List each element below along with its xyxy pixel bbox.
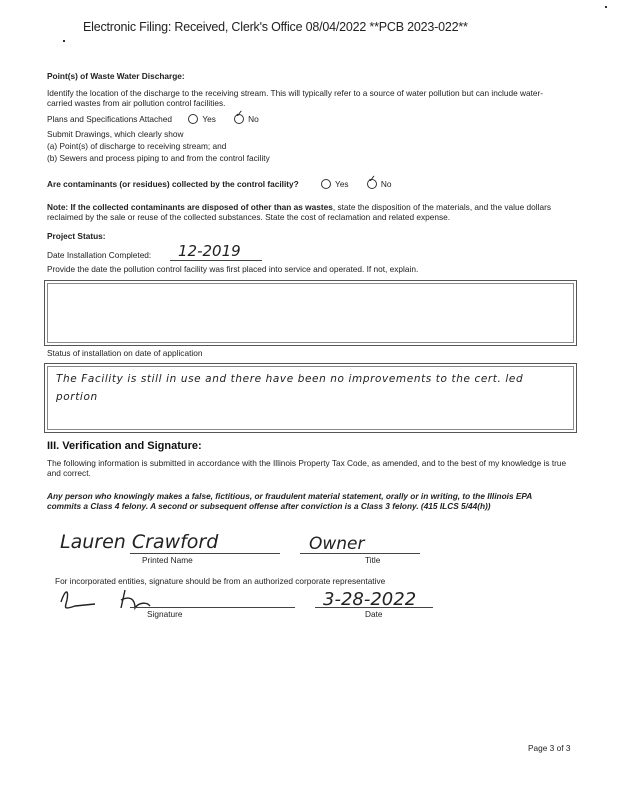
title-label: Title [365, 555, 381, 565]
discharge-title: Point(s) of Waste Water Discharge: [47, 71, 185, 81]
plans-question [47, 114, 259, 124]
signature-date-line [315, 607, 433, 608]
contaminants-note [47, 202, 567, 222]
explanation-box[interactable] [47, 283, 574, 343]
note-rest: , state the disposition of the materials, and the value dollars reclaimed by the sale or reuse of the collected substances. State the cost of reclamation and related expense. [47, 202, 551, 222]
corporate-note: For incorporated entities, signature should be from an authorized corporate representative [55, 576, 386, 586]
contaminants-question: Are contaminants (or residues) collected by the control facility? [47, 179, 299, 189]
drawing-item-b: (b) Sewers and process piping to and from the control facility [47, 153, 270, 163]
signature-date-value[interactable]: 3-28-2022 [323, 589, 417, 610]
verification-title: III. Verification and Signature: [47, 440, 202, 452]
contaminants-question-row [47, 179, 392, 189]
felony-warning: Any person who knowingly makes a false, fictitious, or fraudulent material statement, orally or in writing, to the Illinois EPA commits a Class 4 felony. A second or subsequent offense after conviction is a Class 3 felony. (415 ILCS 5/44(h)) [47, 491, 532, 511]
scan-dot [63, 40, 65, 42]
contaminants-yes-label: Yes [335, 179, 349, 189]
project-status-title: Project Status: [47, 231, 106, 241]
scan-dot [605, 6, 607, 8]
printed-name-line [130, 553, 280, 554]
title-value[interactable]: Owner [309, 534, 365, 554]
verification-intro: The following information is submitted in accordance with the Illinois Property Tax Code, as amended, and to the best of my knowledge is true and correct. [47, 458, 567, 478]
plans-label: Plans and Specifications Attached [47, 114, 172, 124]
signature-line [130, 607, 295, 608]
plans-no-label: No [248, 114, 259, 124]
title-line [300, 553, 420, 554]
plans-yes-radio[interactable] [188, 114, 198, 124]
date-underline [170, 260, 262, 261]
contaminants-no-radio[interactable] [367, 179, 377, 189]
printed-name-label: Printed Name [142, 555, 193, 565]
drawing-item-a: (a) Point(s) of discharge to receiving stream; and [47, 141, 227, 151]
status-label: Status of installation on date of application [47, 348, 203, 358]
discharge-description: Identify the location of the discharge to the receiving stream. This will typically refer to a source of water pollution but can include water-carried wastes from air pollution control facilities. [47, 88, 544, 108]
filing-stamp: Electronic Filing: Received, Clerk's Office 08/04/2022 **PCB 2023-022** [83, 20, 468, 34]
page-number: Page 3 of 3 [528, 743, 571, 753]
contaminants-yes-radio[interactable] [321, 179, 331, 189]
status-handwritten: The Facility is still in use and there have been no improvements to the cert. led portion [56, 373, 524, 403]
contaminants-no-label: No [380, 179, 392, 189]
date-installation-label: Date Installation Completed: [47, 250, 152, 260]
date-installation-value[interactable]: 12-2019 [178, 242, 241, 260]
signature-label: Signature [147, 609, 183, 619]
plans-yes-label: Yes [202, 114, 216, 124]
printed-name-value[interactable]: Lauren Crawford [60, 531, 219, 553]
plans-no-radio[interactable] [234, 114, 244, 124]
submit-drawings: Submit Drawings, which clearly show [47, 129, 184, 139]
note-bold: Note: If the collected contaminants are disposed of other than as wastes [47, 202, 333, 212]
signature-date-label: Date [365, 609, 383, 619]
signature-drawing[interactable] [55, 584, 215, 614]
provide-date-text: Provide the date the pollution control facility was first placed into service and operated. If not, explain. [47, 264, 419, 274]
